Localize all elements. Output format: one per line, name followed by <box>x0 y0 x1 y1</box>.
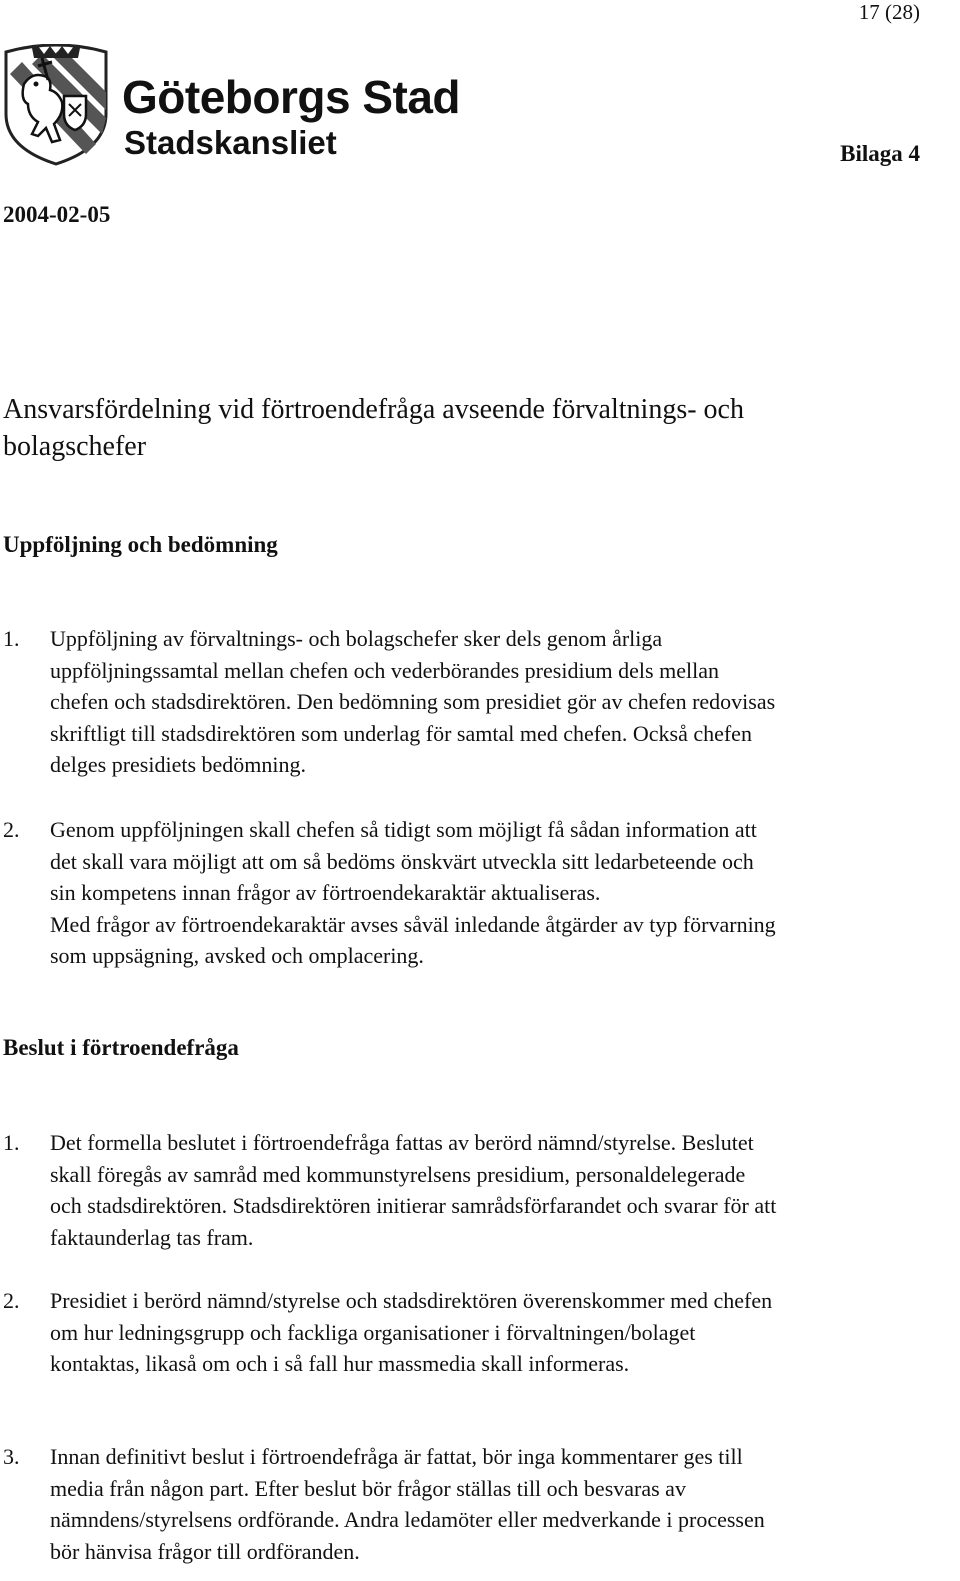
page-number: 17 (28) <box>858 0 920 24</box>
list-item-number: 1. <box>3 1130 20 1155</box>
list-item-number: 2. <box>3 1288 20 1313</box>
list-item-text: Presidiet i berörd nämnd/styrelse och stadsdirektören överenskommer med chefen om hur ledningsgrupp och fackliga organisationer i förvaltningen/bolaget kontaktas, likaså om och i så fall hur massmedia skall informeras. <box>50 1288 773 1376</box>
list-item-text: Genom uppföljningen skall chefen så tidigt som möjligt få sådan information att det skall vara möjligt att om så bedöms önskvärt utveckla sitt ledarbeteende och sin kompetens innan frågor av förtroendekaraktär aktualiseras. Med frågor av förtroendekaraktär avses såväl inledande åtgärder av typ förvarning som uppsägning, avsked och omplacering. <box>50 817 776 968</box>
list-item-number: 1. <box>3 626 20 651</box>
section-heading-decision: Beslut i förtroendefråga <box>3 1035 239 1060</box>
list-item-number: 3. <box>3 1444 20 1469</box>
document-title: Ansvarsfördelning vid förtroendefråga avseende förvaltnings- och bolagschefer <box>3 394 744 462</box>
list-item-text: Innan definitivt beslut i förtroendefråga är fattat, bör inga kommentarer ges till media från någon part. Efter beslut bör frågor ställas till och besvaras av nämndens/styrelsens ordförande. Andra ledamöter eller medverkande i processen bör hänvisa frågor till ordföranden. <box>50 1444 765 1564</box>
appendix-label: Bilaga 4 <box>840 141 920 166</box>
organization-name: Göteborgs Stad <box>122 71 461 123</box>
document-date: 2004-02-05 <box>3 202 111 227</box>
list-item-number: 2. <box>3 817 20 842</box>
department-name: Stadskansliet <box>124 124 337 161</box>
section-heading-follow-up: Uppföljning och bedömning <box>3 532 278 557</box>
list-item-text: Det formella beslutet i förtroendefråga fattas av berörd nämnd/styrelse. Beslutet skall föregås av samråd med kommunstyrelsens presidium, personaldelegerade och stadsdirektören. Stadsdirektören initierar samrådsförfarandet och svarar för att faktaunderlag tas fram. <box>50 1130 777 1250</box>
goteborg-coat-of-arms-icon <box>2 44 110 166</box>
list-item-text: Uppföljning av förvaltnings- och bolagschefer sker dels genom årliga uppföljningssamtal mellan chefen och vederbörandes presidium dels mellan chefen och stadsdirektören. Den bedömning som presidiet gör av chefen redovisas skriftligt till stadsdirektören som underlag för samtal med chefen. Också chefen delges presidiets bedömning. <box>50 626 776 777</box>
